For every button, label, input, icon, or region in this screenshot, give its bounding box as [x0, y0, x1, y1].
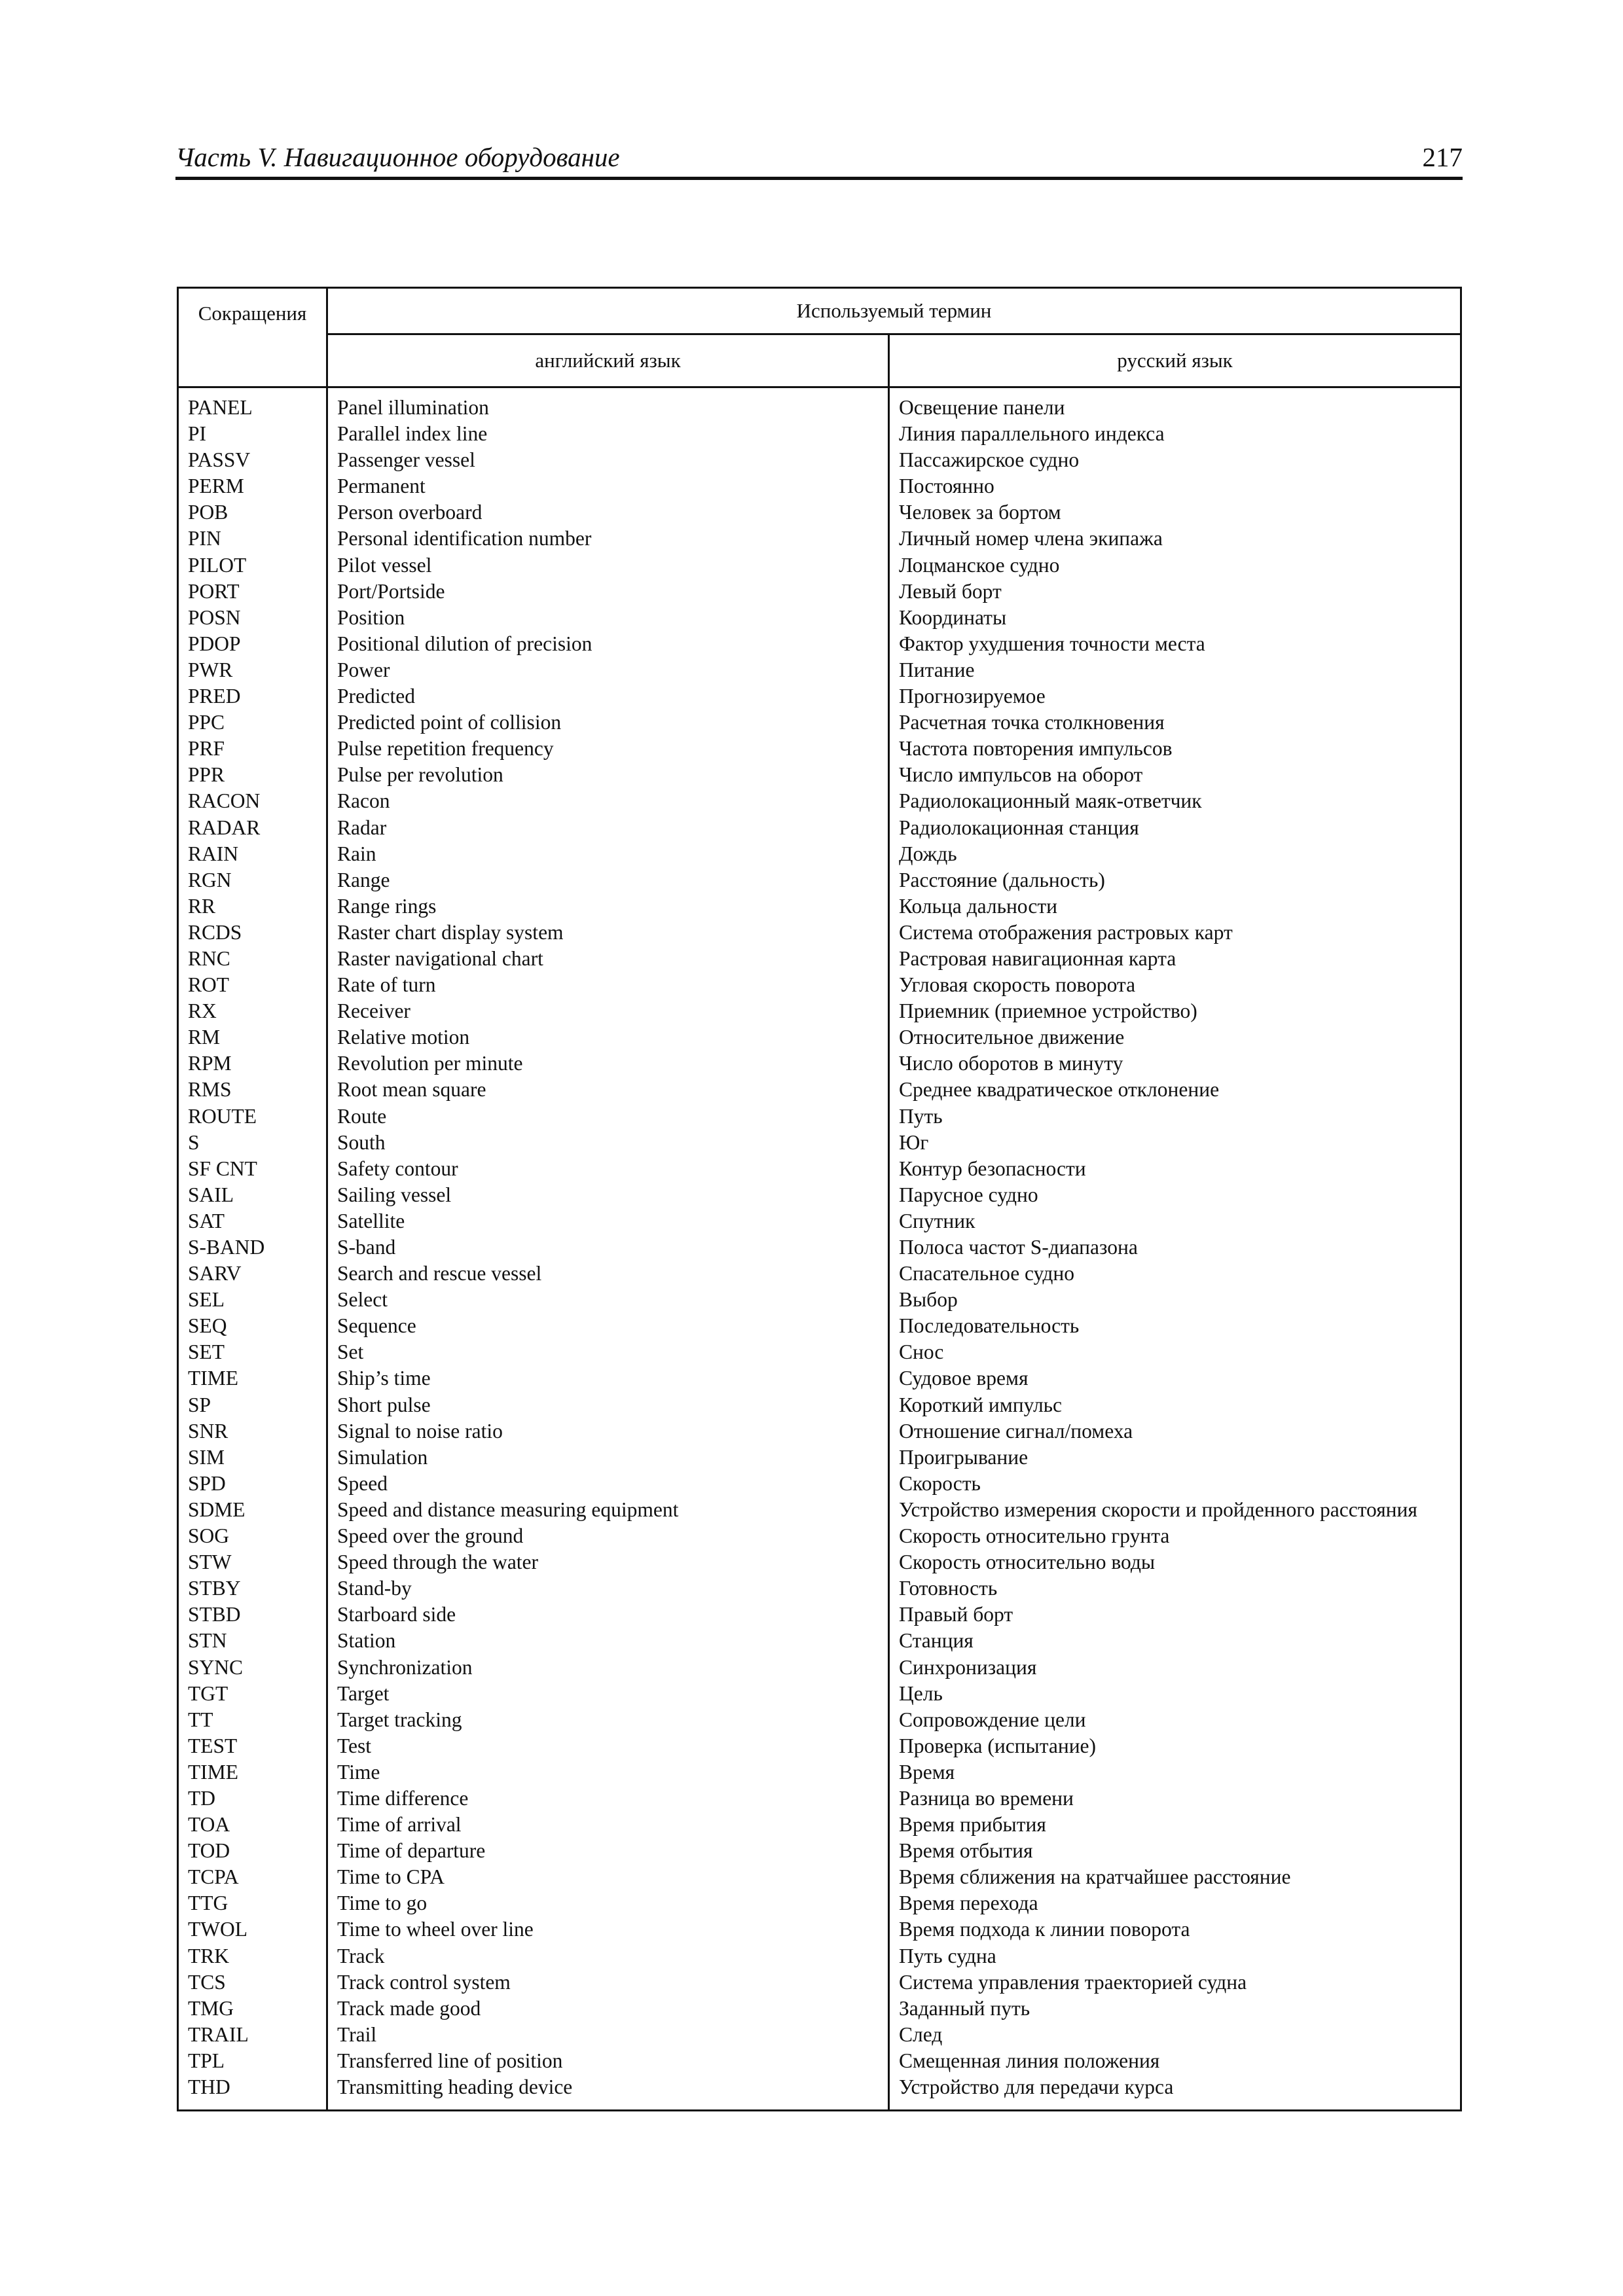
english-term-cell: Personal identification number	[327, 526, 889, 552]
english-term-cell: Transmitting heading device	[327, 2074, 889, 2111]
russian-term-cell: Путь	[889, 1103, 1461, 1130]
english-term-cell: Target tracking	[327, 1707, 889, 1733]
russian-term-cell: Приемник (приемное устройство)	[889, 998, 1461, 1024]
table-row	[178, 1287, 1461, 1313]
english-term-cell: Simulation	[327, 1444, 889, 1471]
russian-term-cell: Скорость	[889, 1471, 1461, 1497]
russian-term-cell: Радиолокационный маяк-ответчик	[889, 788, 1461, 814]
table-row	[178, 2022, 1461, 2048]
russian-term-cell: Частота повторения импульсов	[889, 736, 1461, 762]
russian-term-cell: Полоса частот S-диапазона	[889, 1234, 1461, 1261]
english-term-cell: Set	[327, 1339, 889, 1365]
english-term-cell: Time of arrival	[327, 1812, 889, 1838]
header-rule	[175, 177, 1463, 180]
english-term-cell: Range rings	[327, 893, 889, 920]
russian-term-cell: Лоцманское судно	[889, 552, 1461, 579]
russian-term-cell: Постоянно	[889, 473, 1461, 499]
russian-term-cell: Путь судна	[889, 1943, 1461, 1969]
abbreviation-cell: PI	[178, 421, 327, 447]
abbreviation-cell: SYNC	[178, 1655, 327, 1681]
table-row	[178, 1234, 1461, 1261]
abbreviation-cell: RADAR	[178, 815, 327, 841]
russian-term-cell: Снос	[889, 1339, 1461, 1365]
abbreviation-cell: ROUTE	[178, 1103, 327, 1130]
table-row	[178, 1759, 1461, 1785]
russian-term-cell: Человек за бортом	[889, 499, 1461, 526]
table-row	[178, 473, 1461, 499]
abbreviation-cell: TWOL	[178, 1916, 327, 1943]
abbreviation-cell: SP	[178, 1392, 327, 1418]
table-row	[178, 605, 1461, 631]
english-term-cell: Target	[327, 1681, 889, 1707]
english-term-cell: Short pulse	[327, 1392, 889, 1418]
abbreviation-cell: RPM	[178, 1050, 327, 1077]
english-term-cell: Time	[327, 1759, 889, 1785]
table-row	[178, 1628, 1461, 1654]
table-body	[178, 387, 1461, 2111]
abbreviation-cell: TGT	[178, 1681, 327, 1707]
table-row	[178, 998, 1461, 1024]
russian-term-cell: Станция	[889, 1628, 1461, 1654]
table-row	[178, 1392, 1461, 1418]
english-term-cell: Revolution per minute	[327, 1050, 889, 1077]
russian-term-cell: Число импульсов на оборот	[889, 762, 1461, 788]
abbreviation-cell: PASSV	[178, 447, 327, 473]
russian-term-cell: Время прибытия	[889, 1812, 1461, 1838]
abbreviation-cell: RNC	[178, 946, 327, 972]
abbreviation-cell: SARV	[178, 1261, 327, 1287]
abbreviation-cell: TPL	[178, 2048, 327, 2074]
table-row	[178, 1156, 1461, 1182]
abbreviation-cell: SF CNT	[178, 1156, 327, 1182]
abbreviation-cell: POSN	[178, 605, 327, 631]
abbreviation-cell: SET	[178, 1339, 327, 1365]
russian-term-cell: Заданный путь	[889, 1996, 1461, 2022]
english-term-cell: Speed	[327, 1471, 889, 1497]
page-number: 217	[1422, 142, 1463, 172]
english-term-cell: Track	[327, 1943, 889, 1969]
abbreviation-cell: SPD	[178, 1471, 327, 1497]
table-row	[178, 631, 1461, 657]
russian-term-cell: Спасательное судно	[889, 1261, 1461, 1287]
russian-term-cell: Короткий импульс	[889, 1392, 1461, 1418]
russian-term-cell: Система управления траекторией судна	[889, 1969, 1461, 1996]
table-row	[178, 1103, 1461, 1130]
table-row	[178, 1812, 1461, 1838]
table-row	[178, 1890, 1461, 1916]
table-row	[178, 1996, 1461, 2022]
abbreviation-cell: SIM	[178, 1444, 327, 1471]
english-term-cell: Sequence	[327, 1313, 889, 1339]
table-row	[178, 1838, 1461, 1864]
russian-term-cell: След	[889, 2022, 1461, 2048]
russian-term-cell: Готовность	[889, 1575, 1461, 1602]
table-row	[178, 447, 1461, 473]
russian-term-cell: Фактор ухудшения точности места	[889, 631, 1461, 657]
table-row	[178, 1024, 1461, 1050]
abbreviation-cell: TRAIL	[178, 2022, 327, 2048]
header-russian: русский язык	[889, 334, 1461, 387]
abbreviation-cell: STN	[178, 1628, 327, 1654]
abbreviation-cell: TT	[178, 1707, 327, 1733]
abbreviation-cell: TMG	[178, 1996, 327, 2022]
table-row	[178, 1655, 1461, 1681]
table-row	[178, 1549, 1461, 1575]
english-term-cell: Port/Portside	[327, 579, 889, 605]
table-row	[178, 1261, 1461, 1287]
abbreviation-cell: SEQ	[178, 1313, 327, 1339]
english-term-cell: Raster chart display system	[327, 920, 889, 946]
russian-term-cell: Кольца дальности	[889, 893, 1461, 920]
table-row	[178, 1444, 1461, 1471]
abbreviation-cell: SOG	[178, 1523, 327, 1549]
table-row	[178, 1575, 1461, 1602]
abbreviation-cell: RMS	[178, 1077, 327, 1103]
abbreviation-cell: TRK	[178, 1943, 327, 1969]
english-term-cell: Trail	[327, 2022, 889, 2048]
abbreviation-cell: TOD	[178, 1838, 327, 1864]
table-row	[178, 788, 1461, 814]
russian-term-cell: Координаты	[889, 605, 1461, 631]
abbreviations-table	[177, 287, 1462, 2111]
abbreviation-cell: TOA	[178, 1812, 327, 1838]
english-term-cell: Predicted point of collision	[327, 709, 889, 736]
russian-term-cell: Растровая навигационная карта	[889, 946, 1461, 972]
table-row	[178, 841, 1461, 867]
table-row	[178, 1864, 1461, 1890]
russian-term-cell: Угловая скорость поворота	[889, 972, 1461, 998]
abbreviation-cell: TCPA	[178, 1864, 327, 1890]
abbreviation-cell: STBY	[178, 1575, 327, 1602]
english-term-cell: Speed over the ground	[327, 1523, 889, 1549]
table-row	[178, 1365, 1461, 1391]
table-row	[178, 387, 1461, 422]
russian-term-cell: Питание	[889, 657, 1461, 683]
english-term-cell: Select	[327, 1287, 889, 1313]
russian-term-cell: Расстояние (дальность)	[889, 867, 1461, 893]
table-row	[178, 1943, 1461, 1969]
english-term-cell: Person overboard	[327, 499, 889, 526]
abbreviation-cell: PRED	[178, 683, 327, 709]
abbreviation-cell: TIME	[178, 1365, 327, 1391]
abbreviation-cell: SAIL	[178, 1182, 327, 1208]
english-term-cell: S-band	[327, 1234, 889, 1261]
abbreviation-cell: ROT	[178, 972, 327, 998]
table-row	[178, 579, 1461, 605]
english-term-cell: Permanent	[327, 473, 889, 499]
russian-term-cell: Число оборотов в минуту	[889, 1050, 1461, 1077]
english-term-cell: Positional dilution of precision	[327, 631, 889, 657]
english-term-cell: Radar	[327, 815, 889, 841]
table-row	[178, 1339, 1461, 1365]
english-term-cell: Track made good	[327, 1996, 889, 2022]
table-row	[178, 762, 1461, 788]
abbreviation-cell: PILOT	[178, 552, 327, 579]
russian-term-cell: Время сближения на кратчайшее расстояние	[889, 1864, 1461, 1890]
english-term-cell: Position	[327, 605, 889, 631]
english-term-cell: Panel illumination	[327, 387, 889, 422]
english-term-cell: Parallel index line	[327, 421, 889, 447]
english-term-cell: Predicted	[327, 683, 889, 709]
russian-term-cell: Скорость относительно воды	[889, 1549, 1461, 1575]
table-row	[178, 1077, 1461, 1103]
english-term-cell: Range	[327, 867, 889, 893]
table-row	[178, 2074, 1461, 2111]
english-term-cell: Pulse repetition frequency	[327, 736, 889, 762]
english-term-cell: Sailing vessel	[327, 1182, 889, 1208]
russian-term-cell: Дождь	[889, 841, 1461, 867]
table-row	[178, 946, 1461, 972]
russian-term-cell: Скорость относительно грунта	[889, 1523, 1461, 1549]
english-term-cell: Time to wheel over line	[327, 1916, 889, 1943]
abbreviation-cell: TEST	[178, 1733, 327, 1759]
english-term-cell: Stand-by	[327, 1575, 889, 1602]
english-term-cell: Root mean square	[327, 1077, 889, 1103]
russian-term-cell: Освещение панели	[889, 387, 1461, 422]
english-term-cell: Racon	[327, 788, 889, 814]
table-row	[178, 1130, 1461, 1156]
table-row	[178, 867, 1461, 893]
abbreviation-cell: PERM	[178, 473, 327, 499]
russian-term-cell: Устройство для передачи курса	[889, 2074, 1461, 2111]
abbreviation-cell: RAIN	[178, 841, 327, 867]
abbreviation-cell: PORT	[178, 579, 327, 605]
english-term-cell: Time of departure	[327, 1838, 889, 1864]
abbreviation-cell: S	[178, 1130, 327, 1156]
table-row	[178, 920, 1461, 946]
russian-term-cell: Выбор	[889, 1287, 1461, 1313]
header-term: Используемый термин	[327, 288, 1461, 334]
table-row	[178, 1208, 1461, 1234]
table-row	[178, 1182, 1461, 1208]
table-row	[178, 709, 1461, 736]
abbreviation-cell: PDOP	[178, 631, 327, 657]
table-row	[178, 657, 1461, 683]
table-row	[178, 1681, 1461, 1707]
russian-term-cell: Радиолокационная станция	[889, 815, 1461, 841]
abbreviation-cell: SDME	[178, 1497, 327, 1523]
russian-term-cell: Смещенная линия положения	[889, 2048, 1461, 2074]
russian-term-cell: Устройство измерения скорости и пройденного расстояния	[889, 1497, 1461, 1523]
abbreviation-cell: TIME	[178, 1759, 327, 1785]
table-row	[178, 1050, 1461, 1077]
abbreviation-cell: RCDS	[178, 920, 327, 946]
table-row	[178, 736, 1461, 762]
russian-term-cell: Расчетная точка столкновения	[889, 709, 1461, 736]
abbreviation-cell: STW	[178, 1549, 327, 1575]
russian-term-cell: Парусное судно	[889, 1182, 1461, 1208]
english-term-cell: Raster navigational chart	[327, 946, 889, 972]
abbreviation-cell: POB	[178, 499, 327, 526]
table-row	[178, 526, 1461, 552]
table-row	[178, 893, 1461, 920]
russian-term-cell: Последовательность	[889, 1313, 1461, 1339]
table-row	[178, 815, 1461, 841]
russian-term-cell: Юг	[889, 1130, 1461, 1156]
abbreviation-cell: RM	[178, 1024, 327, 1050]
header-abbreviations: Сокращения	[178, 288, 327, 387]
english-term-cell: South	[327, 1130, 889, 1156]
russian-term-cell: Левый борт	[889, 579, 1461, 605]
table-row	[178, 2048, 1461, 2074]
page-header	[175, 139, 1463, 181]
russian-term-cell: Разница во времени	[889, 1785, 1461, 1812]
english-term-cell: Speed and distance measuring equipment	[327, 1497, 889, 1523]
russian-term-cell: Личный номер члена экипажа	[889, 526, 1461, 552]
table-header	[178, 288, 1461, 387]
abbreviation-cell: TCS	[178, 1969, 327, 1996]
table-row	[178, 683, 1461, 709]
russian-term-cell: Прогнозируемое	[889, 683, 1461, 709]
english-term-cell: Rain	[327, 841, 889, 867]
abbreviation-cell: RGN	[178, 867, 327, 893]
english-term-cell: Speed through the water	[327, 1549, 889, 1575]
table-row	[178, 1418, 1461, 1444]
english-term-cell: Satellite	[327, 1208, 889, 1234]
running-title: Часть V. Навигационное оборудование	[175, 142, 620, 172]
russian-term-cell: Время	[889, 1759, 1461, 1785]
english-term-cell: Starboard side	[327, 1602, 889, 1628]
abbreviation-cell: TTG	[178, 1890, 327, 1916]
table-row	[178, 1969, 1461, 1996]
abbreviation-cell: S-BAND	[178, 1234, 327, 1261]
abbreviation-cell: SAT	[178, 1208, 327, 1234]
table-row	[178, 1313, 1461, 1339]
english-term-cell: Rate of turn	[327, 972, 889, 998]
abbreviation-cell: PANEL	[178, 387, 327, 422]
table-row	[178, 421, 1461, 447]
russian-term-cell: Пассажирское судно	[889, 447, 1461, 473]
russian-term-cell: Линия параллельного индекса	[889, 421, 1461, 447]
russian-term-cell: Отношение сигнал/помеха	[889, 1418, 1461, 1444]
russian-term-cell: Проигрывание	[889, 1444, 1461, 1471]
russian-term-cell: Проверка (испытание)	[889, 1733, 1461, 1759]
abbreviation-cell: SEL	[178, 1287, 327, 1313]
russian-term-cell: Сопровождение цели	[889, 1707, 1461, 1733]
russian-term-cell: Среднее квадратическое отклонение	[889, 1077, 1461, 1103]
english-term-cell: Safety contour	[327, 1156, 889, 1182]
russian-term-cell: Относительное движение	[889, 1024, 1461, 1050]
table-row	[178, 552, 1461, 579]
table-row	[178, 1471, 1461, 1497]
english-term-cell: Route	[327, 1103, 889, 1130]
abbreviation-cell: RR	[178, 893, 327, 920]
table-row	[178, 1733, 1461, 1759]
english-term-cell: Relative motion	[327, 1024, 889, 1050]
english-term-cell: Track control system	[327, 1969, 889, 1996]
abbreviation-cell: SNR	[178, 1418, 327, 1444]
russian-term-cell: Контур безопасности	[889, 1156, 1461, 1182]
russian-term-cell: Судовое время	[889, 1365, 1461, 1391]
english-term-cell: Search and rescue vessel	[327, 1261, 889, 1287]
table-row	[178, 1523, 1461, 1549]
english-term-cell: Synchronization	[327, 1655, 889, 1681]
english-term-cell: Time difference	[327, 1785, 889, 1812]
english-term-cell: Ship’s time	[327, 1365, 889, 1391]
russian-term-cell: Правый борт	[889, 1602, 1461, 1628]
table-row	[178, 1602, 1461, 1628]
table-row	[178, 1707, 1461, 1733]
russian-term-cell: Спутник	[889, 1208, 1461, 1234]
russian-term-cell: Время отбытия	[889, 1838, 1461, 1864]
english-term-cell: Passenger vessel	[327, 447, 889, 473]
english-term-cell: Test	[327, 1733, 889, 1759]
abbreviation-cell: STBD	[178, 1602, 327, 1628]
abbreviation-cell: PWR	[178, 657, 327, 683]
english-term-cell: Pilot vessel	[327, 552, 889, 579]
abbreviation-cell: PPC	[178, 709, 327, 736]
russian-term-cell: Цель	[889, 1681, 1461, 1707]
english-term-cell: Signal to noise ratio	[327, 1418, 889, 1444]
header-english: английский язык	[327, 334, 889, 387]
abbreviation-cell: RX	[178, 998, 327, 1024]
table-row	[178, 1785, 1461, 1812]
english-term-cell: Time to go	[327, 1890, 889, 1916]
russian-term-cell: Синхронизация	[889, 1655, 1461, 1681]
russian-term-cell: Время перехода	[889, 1890, 1461, 1916]
english-term-cell: Station	[327, 1628, 889, 1654]
table-row	[178, 972, 1461, 998]
russian-term-cell: Система отображения растровых карт	[889, 920, 1461, 946]
table-row	[178, 499, 1461, 526]
english-term-cell: Time to CPA	[327, 1864, 889, 1890]
abbreviation-cell: THD	[178, 2074, 327, 2111]
abbreviation-cell: PPR	[178, 762, 327, 788]
english-term-cell: Receiver	[327, 998, 889, 1024]
english-term-cell: Power	[327, 657, 889, 683]
table-row	[178, 1497, 1461, 1523]
english-term-cell: Pulse per revolution	[327, 762, 889, 788]
abbreviation-cell: PIN	[178, 526, 327, 552]
abbreviation-cell: TD	[178, 1785, 327, 1812]
abbreviation-cell: RACON	[178, 788, 327, 814]
english-term-cell: Transferred line of position	[327, 2048, 889, 2074]
abbreviation-cell: PRF	[178, 736, 327, 762]
table-row	[178, 1916, 1461, 1943]
russian-term-cell: Время подхода к линии поворота	[889, 1916, 1461, 1943]
